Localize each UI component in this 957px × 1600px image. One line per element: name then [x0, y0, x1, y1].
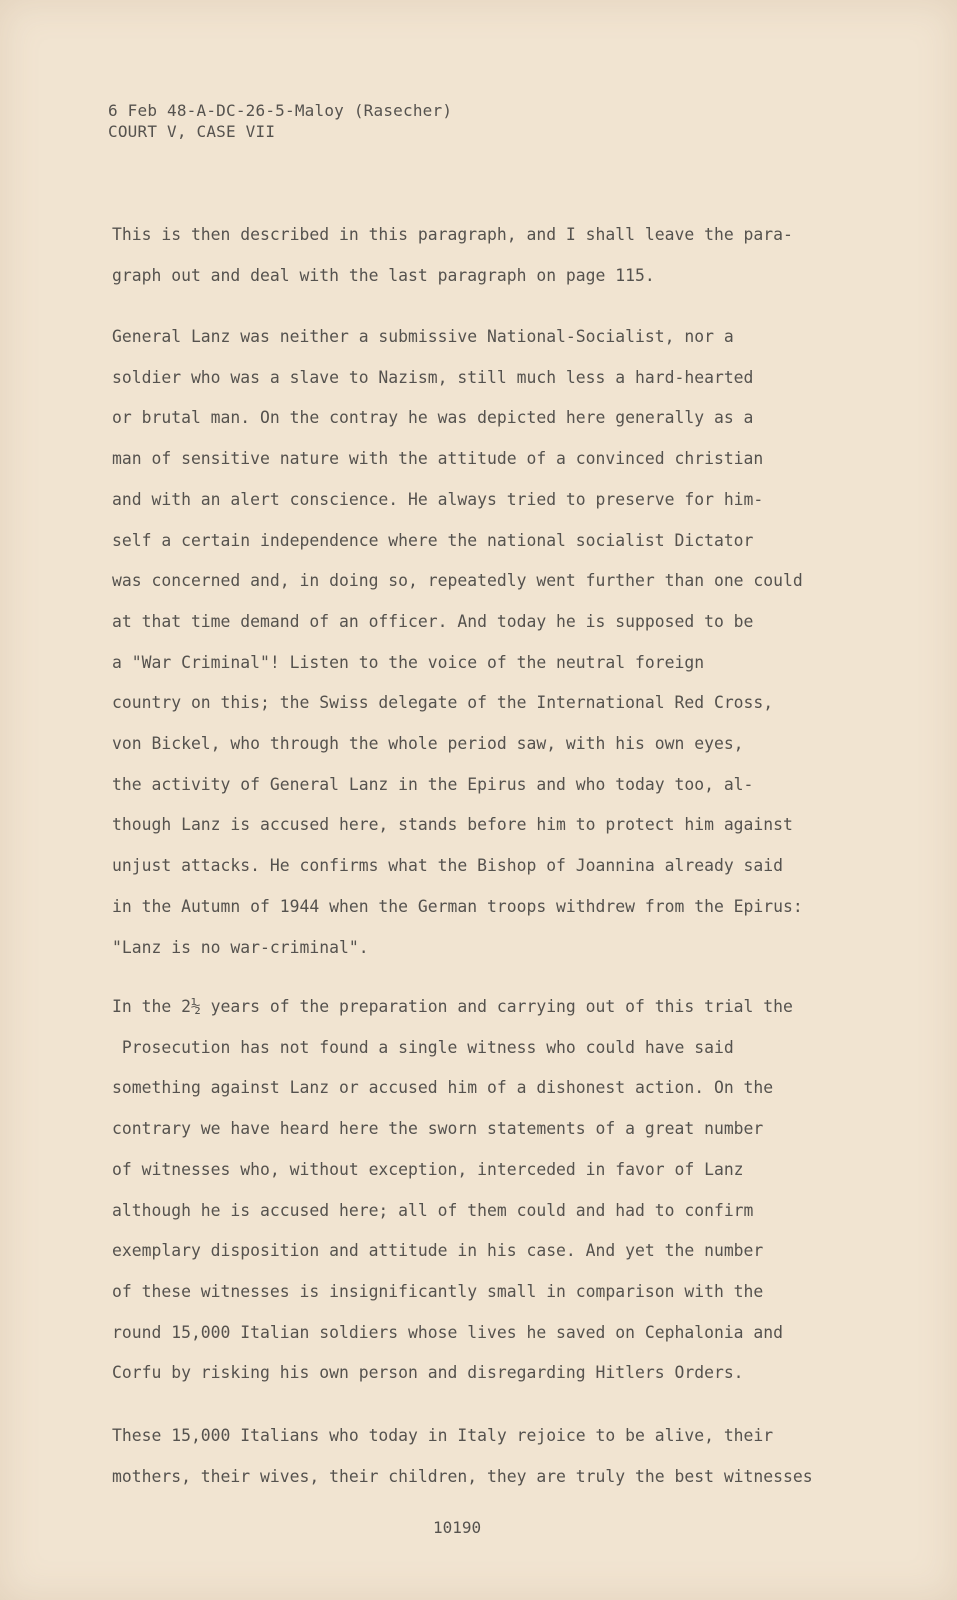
header-court-line: COURT V, CASE VII — [108, 122, 276, 141]
text-line: soldier who was a slave to Nazism, still much less a hard-hearted — [112, 367, 754, 387]
text-line: at that time demand of an officer. And today he is supposed to be — [112, 611, 754, 631]
page-number: 10190 — [433, 1518, 482, 1537]
paragraph-2 — [112, 317, 852, 968]
text-line: These 15,000 Italians who today in Italy rejoice to be alive, their — [112, 1426, 774, 1445]
text-line: the activity of General Lanz in the Epirus and who today too, al- — [112, 774, 754, 794]
text-line: In the 2½ years of the preparation and carrying out of this trial the — [112, 997, 793, 1016]
text-line: of witnesses who, without exception, interceded in favor of Lanz — [112, 1159, 744, 1179]
text-line: man of sensitive nature with the attitude of a convinced christian — [112, 449, 764, 469]
text-line: "Lanz is no war-criminal". — [112, 937, 369, 957]
text-line: or brutal man. On the contray he was depicted here generally as a — [112, 408, 754, 428]
text-line: von Bickel, who through the whole period saw, with his own eyes, — [112, 734, 744, 754]
text-line: graph out and deal with the last paragraph on page 115. — [112, 265, 655, 285]
text-line: contrary we have heard here the sworn statements of a great number — [112, 1119, 764, 1139]
text-line: and with an alert conscience. He always tried to preserve for him- — [112, 489, 764, 509]
text-line: This is then described in this paragraph, and I shall leave the para- — [112, 225, 793, 244]
text-line: Prosecution has not found a single witness who could have said — [112, 1037, 734, 1057]
text-line: unjust attacks. He confirms what the Bishop of Joannina already said — [112, 856, 784, 876]
text-line: was concerned and, in doing so, repeatedly went further than one could — [112, 571, 803, 591]
text-line: Corfu by risking his own person and disregarding Hitlers Orders. — [112, 1363, 744, 1383]
document-header — [108, 100, 452, 142]
header-reference-line: 6 Feb 48-A-DC-26-5-Maloy (Rasecher) — [108, 101, 453, 120]
text-line: although he is accused here; all of them could and had to confirm — [112, 1200, 754, 1220]
text-line: of these witnesses is insignificantly small in comparison with the — [112, 1281, 764, 1301]
text-line: exemplary disposition and attitude in his case. And yet the number — [112, 1241, 764, 1261]
text-line: in the Autumn of 1944 when the German troops withdrew from the Epirus: — [112, 896, 803, 916]
text-line: General Lanz was neither a submissive National-Socialist, nor a — [112, 327, 734, 346]
text-line: round 15,000 Italian soldiers whose lives he saved on Cephalonia and — [112, 1322, 784, 1342]
paragraph-1 — [112, 215, 852, 296]
text-line: mothers, their wives, their children, they are truly the best witnesses — [112, 1466, 813, 1486]
text-line: self a certain independence where the national socialist Dictator — [112, 530, 754, 550]
text-line: country on this; the Swiss delegate of the International Red Cross, — [112, 693, 774, 713]
text-line: though Lanz is accused here, stands before him to protect him against — [112, 815, 793, 835]
text-line: a "War Criminal"! Listen to the voice of the neutral foreign — [112, 652, 705, 672]
paragraph-4 — [112, 1416, 852, 1497]
paragraph-3 — [112, 987, 852, 1394]
text-line: something against Lanz or accused him of a dishonest action. On the — [112, 1078, 774, 1098]
